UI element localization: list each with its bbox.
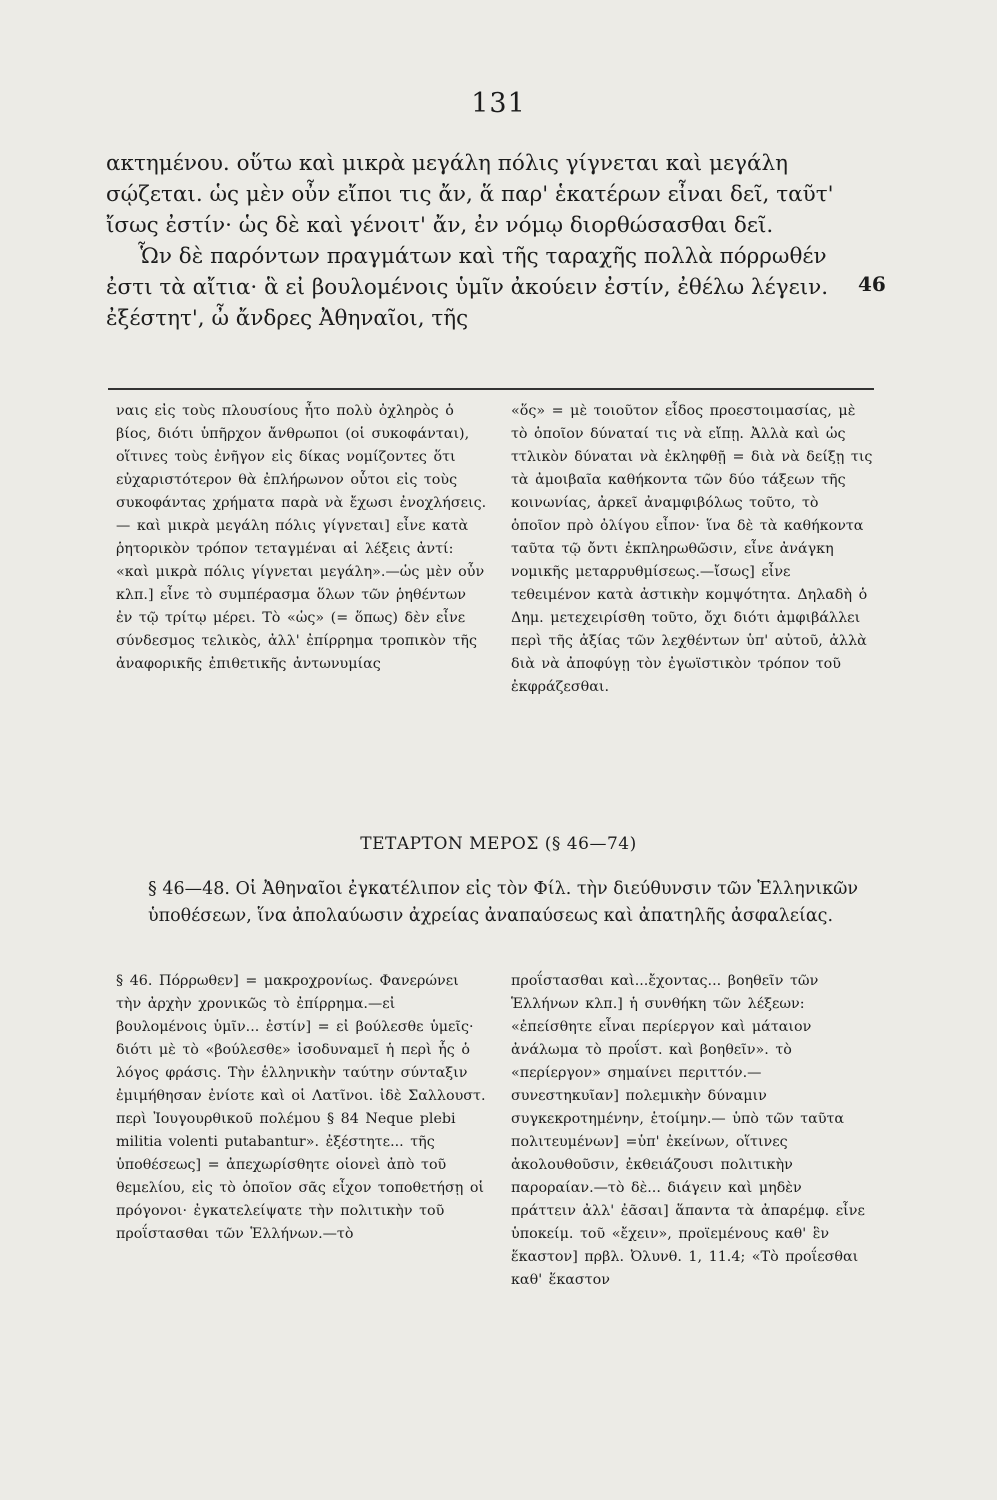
main-paragraph-2: Ὧν δὲ παρόντων πραγμάτων καὶ τῆς ταραχῆς πολλὰ πόρρωθέν ἐστι τὰ αἴτια· ἃ εἰ βουλομένοις ὑμῖν ἀκούειν ἐστίν, ἐθέλω λέγειν. ἐξέστητ', ὦ ἄνδρες Ἀθηναῖοι, τῆς (106, 244, 829, 331)
page-number: 131 (471, 88, 526, 119)
commentary-top-right (511, 400, 873, 699)
commentary-top-left (116, 400, 488, 676)
section-heading: ΤΕΤΑΡΤΟΝ ΜΕΡΟΣ (§ 46—74) (360, 834, 637, 854)
commentary-paragraph: «ὅς» = μὲ τοιοῦτον εἶδος προεστοιμασίας, μὲ τὸ ὁποῖον δύναταί τις νὰ εἴπῃ. Ἀλλὰ καὶ ὡς ττλικὸν δύναται νὰ ἐκληφθῇ = διὰ νὰ δείξῃ τις τὰ ἀμοιβαῖα καθήκοντα τῶν δύο τάξεων τῆς κοινωνίας, ἀρκεῖ ἀναμφιβόλως τοῦτο, τὸ ὁποῖον πρὸ ὀλίγου εἶπον· ἵνα δὲ τὰ καθήκοντα ταῦτα τῷ ὄντι ἐκπληρωθῶσιν, εἶνε ἀνάγκη νομικῆς μεταρρυθμίσεως.—ἴσως] εἶνε τεθειμένον κατὰ ἀστικὴν κομψότητα. Δηλαδὴ ὁ Δημ. μετεχειρίσθη τοῦτο, ὄχι διότι ἀμφιβάλλει περὶ τῆς ἀξίας τῶν λεχθέντων ὑπ' αὐτοῦ, ἀλλὰ διὰ νὰ ἀποφύγῃ τὸν ἐγωϊστικὸν τρόπον τοῦ ἐκφράζεσθαι. (511, 403, 873, 695)
main-greek-text (106, 148, 876, 334)
divider-line (108, 388, 874, 390)
summary-text: § 46—48. Οἱ Ἀθηναῖοι ἐγκατέλιπον εἰς τὸν Φίλ. τὴν διεύθυνσιν τῶν Ἑλληνικῶν ὑποθέσεων, ἵνα ἀπολαύωσιν ἀχρείας ἀναπαύσεως καὶ ἀπατηλῆς ἀσφαλείας. (148, 879, 859, 926)
section-summary (148, 876, 868, 930)
commentary-paragraph: ναις εἰς τοὺς πλουσίους ἦτο πολὺ ὀχληρὸς ὁ βίος, διότι ὑπῆρχον ἄνθρωποι (οἱ συκοφάνται), οἵτινες τοὺς ἐνῆγον εἰς δίκας νομίζοντες ὅτι εὐχαριστότερον θὰ ἐπλήρωνον οὗτοι εἰς τοὺς συκοφάντας χρήματα παρὰ νὰ ἔχωσι ἐνοχλήσεις.— καὶ μικρὰ μεγάλη πόλις γίγνεται] εἶνε κατὰ ῥητορικὸν τρόπον τεταγμέναι αἱ λέξεις ἀντί: «καὶ μικρὰ πόλις γίγνεται μεγάλη».—ὡς μὲν οὖν κλπ.] εἶνε τὸ συμπέρασμα ὅλων τῶν ῥηθέντων ἐν τῷ τρίτῳ μέρει. Τὸ «ὡς» (= ὅπως) δὲν εἶνε σύνδεσμος τελικὸς, ἀλλ' ἐπίρρημα τροπικὸν τῆς ἀναφορικῆς ἐπιθετικῆς ἀντωνυμίας (116, 403, 487, 672)
commentary-bottom-right (511, 970, 873, 1292)
commentary-paragraph: § 46. Πόρρωθεν] = μακροχρονίως. Φανερώνει τὴν ἀρχὴν χρονικῶς τὸ ἐπίρρημα.—εἰ βουλομένοις ὑμῖν... ἐστίν] = εἰ βούλεσθε ὑμεῖς· διότι μὲ τὸ «βούλεσθε» ἰσοδυναμεῖ ἡ περὶ ἧς ὁ λόγος φράσις. Τὴν ἑλληνικὴν ταύτην σύνταξιν ἐμιμήθησαν ἐνίοτε καὶ οἱ Λατῖνοι. ἰδὲ Σαλλουστ. περὶ Ἰουγουρθικοῦ πολέμου § 84 Neque plebi militia volenti putabantur». ἐξέστητε... τῆς ὑποθέσεως] = ἀπεχωρίσθητε οἱονεὶ ἀπὸ τοῦ θεμελίου, εἰς τὸ ὁποῖον σᾶς εἶχον τοποθετήσῃ οἱ πρόγονοι· ἐγκατελείψατε τὴν πολιτικὴν τοῦ προΐστασθαι τῶν Ἑλλήνων.—τὸ (116, 973, 486, 1242)
margin-section-number: 46 (858, 272, 886, 296)
main-paragraph-1: ακτημένου. οὕτω καὶ μικρὰ μεγάλη πόλις γίγνεται καὶ μεγάλη σῴζεται. ὡς μὲν οὖν εἴποι τις ἄν, ἅ παρ' ἑκατέρων εἶναι δεῖ, ταῦτ' ἴσως ἐστίν· ὡς δὲ καὶ γένοιτ' ἄν, ἐν νόμῳ διορθώσασθαι δεῖ. (106, 151, 834, 238)
commentary-bottom-left (116, 970, 488, 1246)
commentary-paragraph: προΐστασθαι καὶ...ἔχοντας... βοηθεῖν τῶν Ἑλλήνων κλπ.] ἡ συνθήκη τῶν λέξεων: «ἐπείσθητε εἶναι περίεργον καὶ μάταιον ἀνάλωμα τὸ προΐστ. καὶ βοηθεῖν». τὸ «περίεργον» σημαίνει περιττόν.— συνεστηκυῖαν] πολεμικὴν δύναμιν συγκεκροτημένην, ἑτοίμην.— ὑπὸ τῶν ταῦτα πολιτευμένων] =ὑπ' ἐκείνων, οἵτινες ἀκολουθοῦσιν, ἐκθειάζουσι πολιτικὴν παροραίαν.—τὸ δὲ... διάγειν καὶ μηδὲν πράττειν ἀλλ' ἐᾶσαι] ἅπαντα τὰ ἀπαρέμφ. εἶνε ὑποκείμ. τοῦ «ἔχειν», προϊεμένους καθ' ἓν ἕκαστον] πρβλ. Ὀλυνθ. 1, 11.4; «Τὸ προΐεσθαι καθ' ἕκαστον (511, 973, 865, 1288)
